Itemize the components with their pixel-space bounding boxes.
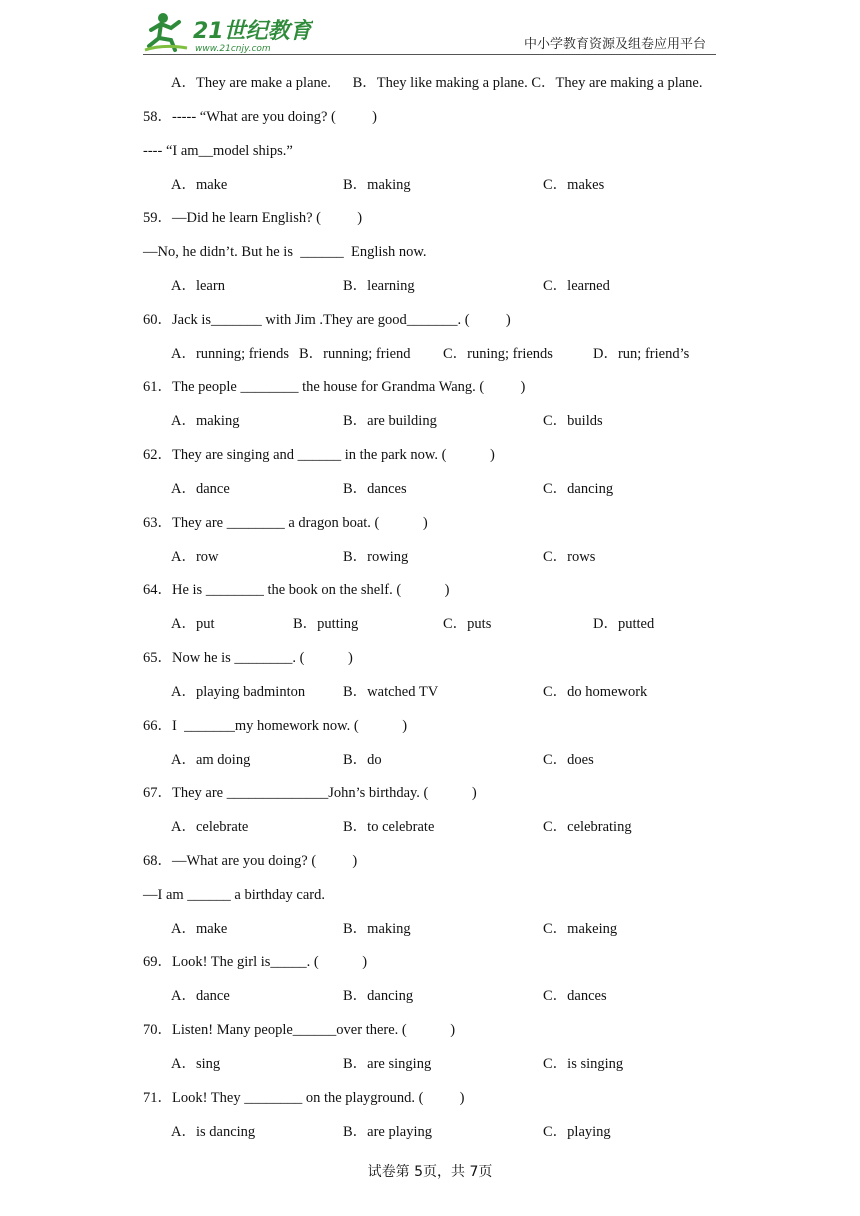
option-c: C．dances: [543, 988, 607, 1004]
option-b: B．are playing: [343, 1124, 432, 1140]
question-number: 67．: [143, 785, 172, 801]
question-text: They are ______________John’s birthday. ( ): [172, 785, 477, 801]
question-line: [143, 1089, 465, 1107]
question-number: 69．: [143, 954, 172, 970]
option-d: D．putted: [593, 616, 655, 632]
option-c: C．does: [543, 752, 594, 768]
logo-url: www.21cnjy.com: [195, 44, 271, 54]
option-c: C．playing: [543, 1124, 611, 1140]
question-text: ----- “What are you doing? ( ): [172, 109, 377, 125]
option-a: A．am doing: [171, 752, 251, 768]
option-a: A．learn: [171, 278, 225, 294]
option-c: C．learned: [543, 278, 610, 294]
option-b: B．do: [343, 752, 382, 768]
question-text: They are singing and ______ in the park now. ( ): [172, 447, 495, 463]
option-b: B．making: [343, 177, 411, 193]
option-a: A．row: [171, 549, 219, 565]
option-c: C．do homework: [543, 684, 648, 700]
option-b: B．are singing: [343, 1056, 432, 1072]
question-line: [143, 514, 428, 532]
option-c: C．dancing: [543, 481, 614, 497]
dialogue-line: —I am ______ a birthday card.: [143, 887, 326, 903]
option-a: A．playing badminton: [171, 684, 306, 700]
option-b: B．dancing: [343, 988, 414, 1004]
question-text: —What are you doing? ( ): [172, 853, 358, 869]
question-line: [143, 953, 367, 971]
option-c: C．rows: [543, 549, 596, 565]
option-a: A．put: [171, 616, 215, 632]
option-b: B．making: [343, 921, 411, 937]
option-b: B．dances: [343, 481, 407, 497]
option-a: A．make: [171, 177, 228, 193]
site-logo: [143, 10, 313, 54]
option-row: A．They are make a plane. B．They like making a plane. C．They are making a plane.: [171, 75, 703, 91]
page-header: [143, 8, 716, 55]
option-c: C．is singing: [543, 1056, 624, 1072]
option-c: C．builds: [543, 413, 603, 429]
option-b: B．are building: [343, 413, 437, 429]
dialogue-line: ---- “I am__model ships.”: [143, 143, 293, 159]
question-number: 60．: [143, 312, 172, 328]
question-number: 63．: [143, 515, 172, 531]
question-number: 58．: [143, 109, 172, 125]
question-line: [143, 784, 477, 802]
question-number: 61．: [143, 379, 172, 395]
runner-icon: [145, 13, 187, 50]
option-b: B．to celebrate: [343, 819, 435, 835]
question-number: 64．: [143, 582, 172, 598]
question-text: They are ________ a dragon boat. ( ): [172, 515, 428, 531]
option-a: A．running; friends: [171, 346, 289, 362]
logo-text: 21世纪教育: [193, 19, 312, 44]
question-line: [143, 649, 353, 667]
question-line: [143, 311, 511, 329]
question-text: The people ________ the house for Grandma Wang. ( ): [172, 379, 526, 395]
question-line: [143, 209, 362, 227]
option-a: A．is dancing: [171, 1124, 256, 1140]
option-c: C．celebrating: [543, 819, 632, 835]
question-number: 62．: [143, 447, 172, 463]
option-c: C．makeing: [543, 921, 618, 937]
option-a: A．make: [171, 921, 228, 937]
question-line: [143, 581, 449, 599]
option-d: D．run; friend’s: [593, 346, 690, 362]
option-c: C．puts: [443, 616, 492, 632]
option-c: C．runing; friends: [443, 346, 553, 362]
question-line: [143, 108, 377, 126]
question-number: 65．: [143, 650, 172, 666]
option-a: A．dance: [171, 988, 230, 1004]
option-b: B．rowing: [343, 549, 409, 565]
question-line: [143, 1021, 455, 1039]
platform-name: 中小学教育资源及组卷应用平台: [523, 37, 706, 52]
question-number: 68．: [143, 853, 172, 869]
question-number: 71．: [143, 1090, 172, 1106]
option-b: B．watched TV: [343, 684, 439, 700]
page-number: 试卷第 5页，共 7页: [367, 1164, 493, 1180]
option-a: A．sing: [171, 1056, 221, 1072]
question-text: He is ________ the book on the shelf. ( ): [172, 582, 450, 598]
question-line: [143, 717, 407, 735]
question-text: Listen! Many people______over there. ( ): [172, 1022, 456, 1038]
option-a: A．dance: [171, 481, 230, 497]
question-line: [143, 852, 357, 870]
option-a: A．making: [171, 413, 240, 429]
option-c: C．makes: [543, 177, 605, 193]
option-a: A．celebrate: [171, 819, 249, 835]
option-b: B．running; friend: [299, 346, 411, 362]
question-line: [143, 378, 525, 396]
question-number: 70．: [143, 1022, 172, 1038]
question-text: Now he is ________. ( ): [172, 650, 353, 666]
question-number: 66．: [143, 718, 172, 734]
question-line: [143, 446, 495, 464]
question-text: Jack is_______ with Jim .They are good_______. ( ): [172, 312, 511, 328]
question-text: —Did he learn English? ( ): [172, 210, 363, 226]
question-number: 59．: [143, 210, 172, 226]
question-text: Look! The girl is_____. ( ): [172, 954, 368, 970]
option-b: B．putting: [293, 616, 359, 632]
question-text: I _______my homework now. ( ): [172, 718, 408, 734]
option-b: B．learning: [343, 278, 415, 294]
question-text: Look! They ________ on the playground. ( ): [172, 1090, 465, 1106]
dialogue-line: —No, he didn’t. But he is ______ English now.: [143, 244, 427, 260]
